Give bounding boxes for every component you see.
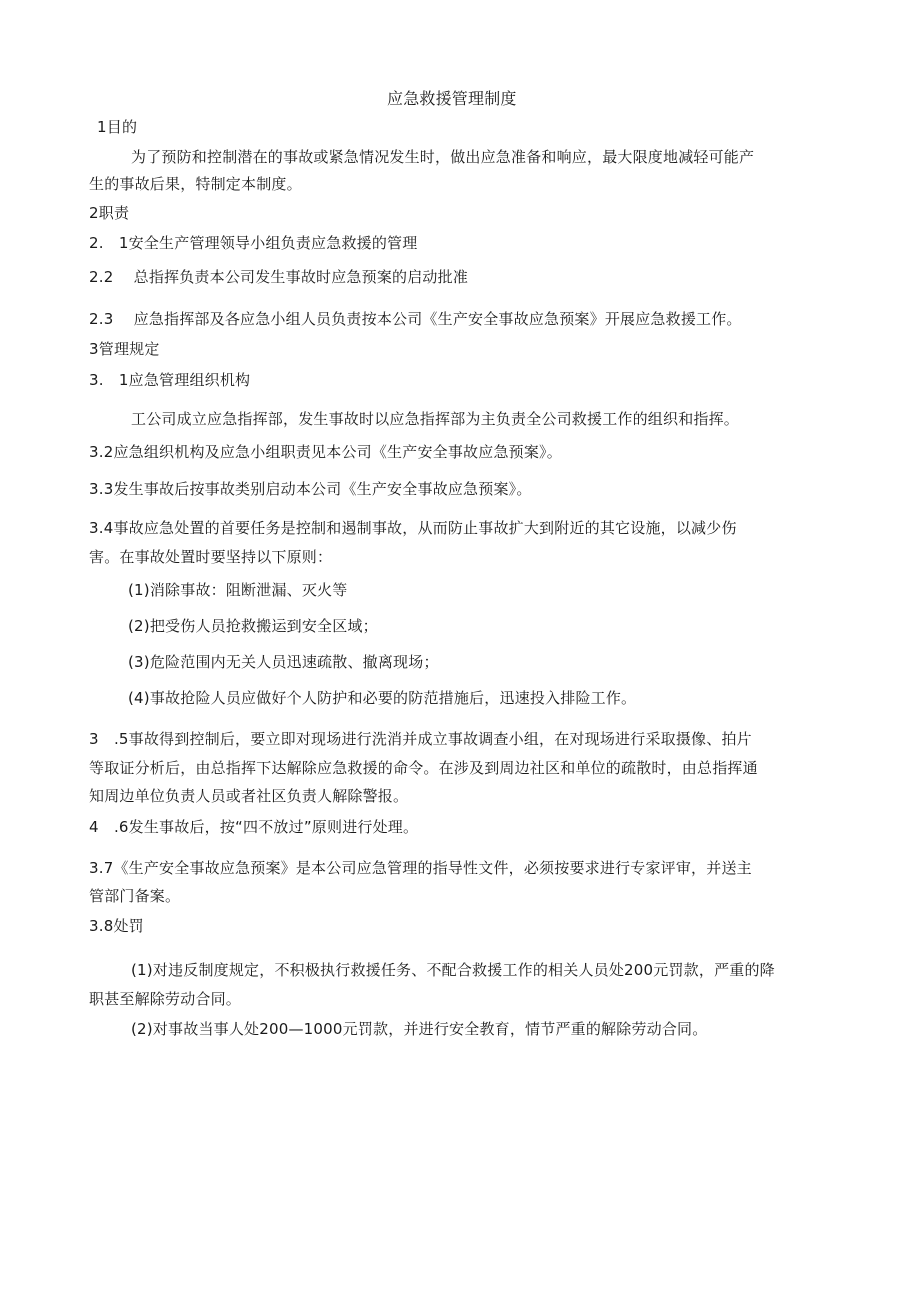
section-3-6: 4 .6发生事故后，按“四不放过”原则进行处理。 — [89, 818, 419, 836]
section-3-5-line-2: 等取证分析后，由总指挥下达解除应急救援的命令。在涉及到周边社区和单位的疏散时，由总指挥通 — [89, 759, 758, 777]
section-3-5-line-1: 3 .5事故得到控制后，要立即对现场进行洗消并成立事故调查小组，在对现场进行采取摄像、拍片 — [89, 730, 752, 748]
section-3-5-line-3: 知周边单位负责人员或者社区负责人解除警报。 — [89, 787, 409, 805]
section-2-1: 2. 1安全生产管理领导小组负责应急救援的管理 — [89, 234, 418, 252]
section-2-heading: 2职责 — [89, 204, 130, 222]
section-3-7-line-1: 3.7《生产安全事故应急预案》是本公司应急管理的指导性文件，必须按要求进行专家评审，并送主 — [89, 859, 752, 877]
section-3-4-item-2: (2)把受伤人员抢救搬运到安全区域； — [128, 617, 378, 635]
section-3-2: 3.2应急组织机构及应急小组职责见本公司《生产安全事故应急预案》。 — [89, 443, 562, 461]
section-3-7-line-2: 管部门备案。 — [89, 887, 181, 905]
section-3-1: 3. 1应急管理组织机构 — [89, 371, 251, 389]
section-3-3: 3.3发生事故后按事故类别启动本公司《生产安全事故应急预案》。 — [89, 480, 532, 498]
section-3-4-item-4: (4)事故抢险人员应做好个人防护和必要的防范措施后，迅速投入排险工作。 — [128, 689, 637, 707]
section-1-paragraph-line-1: 为了预防和控制潜在的事故或紧急情况发生时，做出应急准备和响应，最大限度地减轻可能产 — [131, 148, 755, 166]
section-1-paragraph-line-2: 生的事故后果，特制定本制度。 — [89, 175, 302, 193]
section-1-heading: 1目的 — [97, 118, 138, 136]
section-2-2: 2.2 总指挥负责本公司发生事故时应急预案的启动批准 — [89, 268, 469, 286]
section-2-3: 2.3 应急指挥部及各应急小组人员负责按本公司《生产安全事故应急预案》开展应急救援工作。 — [89, 310, 742, 328]
section-3-8-item-2: (2)对事故当事人处200—1000元罚款，并进行安全教育，情节严重的解除劳动合同。 — [131, 1020, 708, 1038]
section-3-1-paragraph: 工公司成立应急指挥部，发生事故时以应急指挥部为主负责全公司救援工作的组织和指挥。 — [131, 410, 740, 428]
section-3-8-heading: 3.8处罚 — [89, 917, 144, 935]
section-3-heading: 3管理规定 — [89, 340, 160, 358]
section-3-8-item-1-line-1: (1)对违反制度规定，不积极执行救援任务、不配合救援工作的相关人员处200元罚款，严重的降 — [131, 961, 775, 979]
section-3-4-item-1: (1)消除事故：阻断泄漏、灭火等 — [128, 581, 348, 599]
section-3-4-item-3: (3)危险范围内无关人员迅速疏散、撤离现场； — [128, 653, 439, 671]
section-3-8-item-1-line-2: 职甚至解除劳动合同。 — [89, 990, 242, 1008]
section-3-4-line-2: 害。在事故处置时要坚持以下原则： — [89, 548, 333, 566]
document-title: 应急救援管理制度 — [387, 89, 517, 108]
section-3-4-line-1: 3.4事故应急处置的首要任务是控制和遏制事故，从而防止事故扩大到附近的其它设施，以减少伤 — [89, 519, 737, 537]
